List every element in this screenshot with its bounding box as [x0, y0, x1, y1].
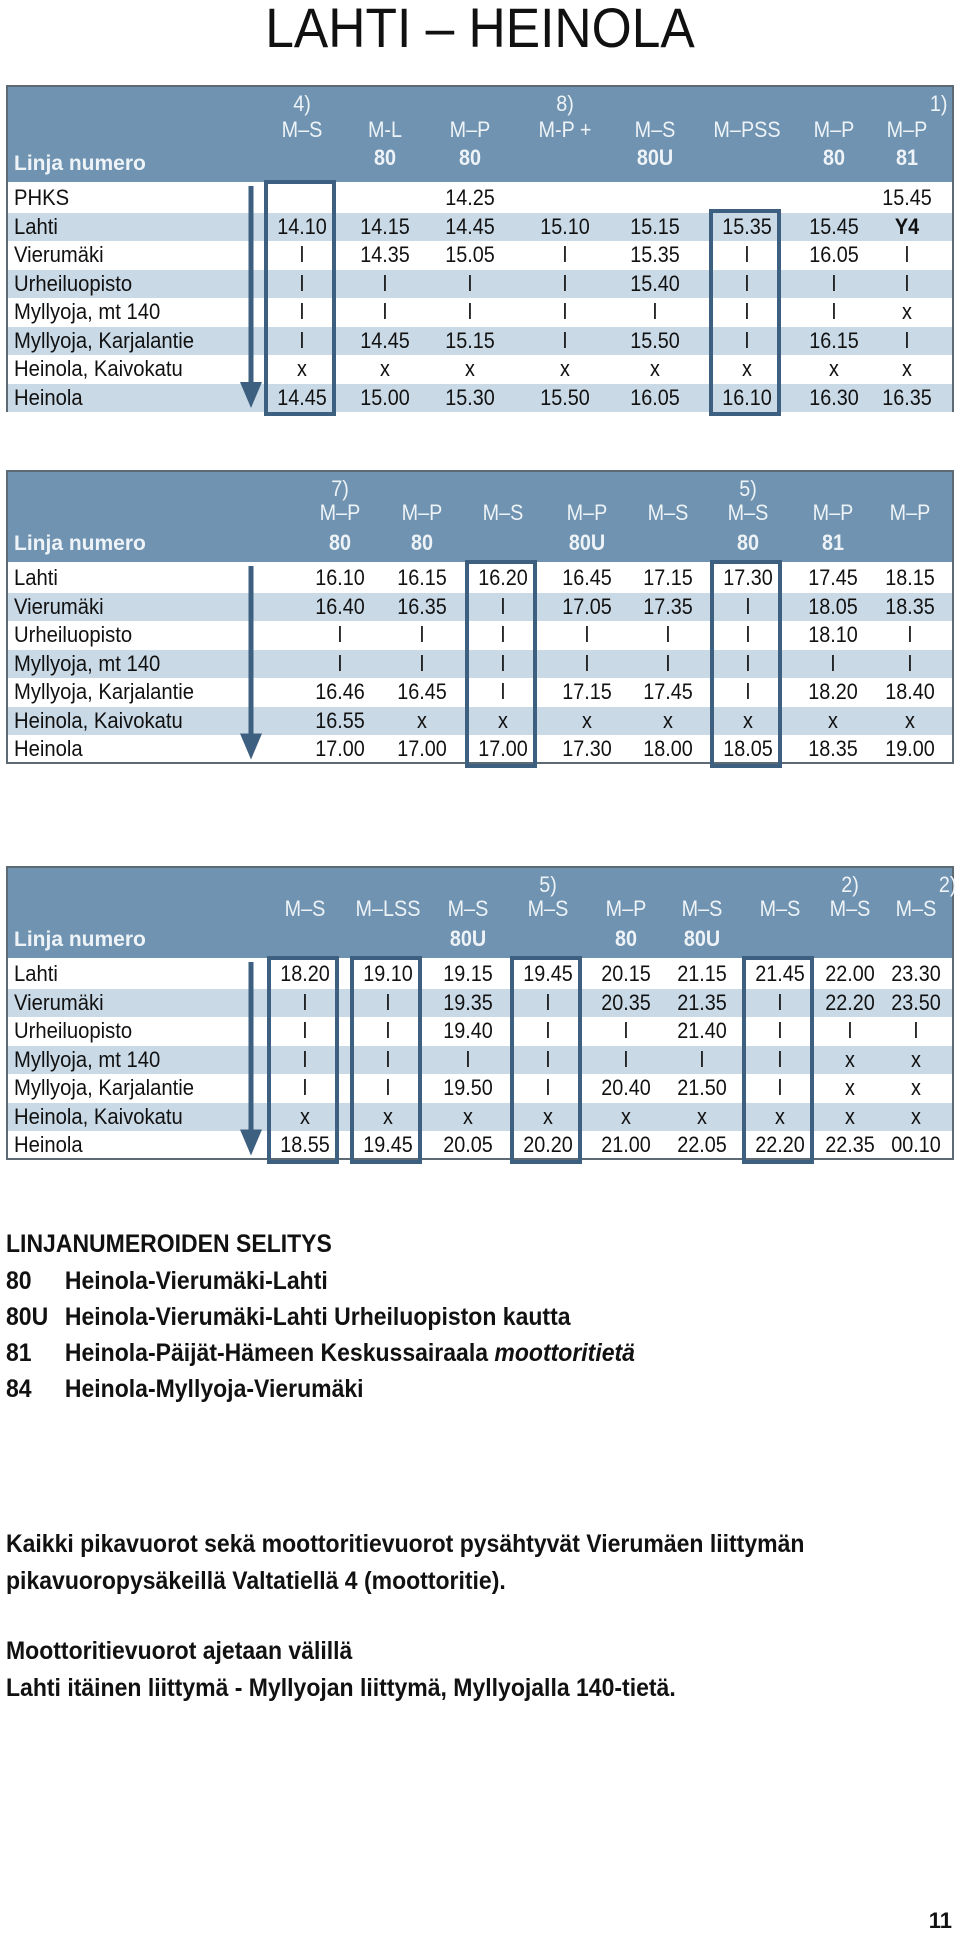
departure-time: l [500, 622, 506, 647]
departure-time: 15.15 [445, 327, 495, 353]
column-days: M–S [829, 896, 871, 921]
table-row [8, 707, 952, 735]
departure-time: l [913, 1018, 919, 1043]
departure-time: 14.10 [277, 213, 327, 239]
stop-name: Heinola [14, 384, 83, 410]
timetable-header [8, 472, 952, 562]
table-row [8, 1131, 952, 1159]
departure-time: x [465, 356, 475, 381]
departure-time: 14.45 [360, 327, 410, 353]
departure-time: l [744, 299, 750, 324]
departure-time: l [904, 242, 910, 267]
timetable-1 [6, 85, 954, 412]
column-days: M–P [566, 500, 608, 525]
note-line-3: Moottoritievuorot ajetaan välillä [6, 1637, 353, 1665]
legend-item [6, 1339, 635, 1368]
departure-time: 18.20 [808, 679, 858, 704]
stop-name: Myllyoja, mt 140 [14, 299, 161, 324]
column-days: M–PSS [713, 117, 781, 142]
table-row [8, 621, 952, 649]
note-line-4: Lahti itäinen liittymä - Myllyojan liittymä, Myllyojalla 140-tietä. [6, 1674, 676, 1702]
departure-time: 16.10 [315, 565, 365, 590]
legend-code: 84 [6, 1375, 32, 1403]
column-days: M–S [647, 500, 689, 525]
column-days: M–S [284, 896, 326, 921]
departure-time: x [845, 1103, 855, 1129]
departure-time: l [467, 270, 473, 296]
departure-time: 20.15 [601, 961, 651, 986]
departure-time: x [417, 707, 427, 733]
departure-time: x [911, 1103, 921, 1129]
table-row [8, 650, 952, 678]
departure-time: 15.35 [722, 213, 772, 239]
departure-time: l [831, 270, 837, 296]
stop-name: Lahti [14, 565, 58, 590]
column-days: M–S [634, 117, 676, 142]
departure-time: l [907, 650, 913, 676]
departure-time: l [623, 1018, 629, 1043]
column-line: 80 [328, 530, 352, 555]
departure-time: 14.35 [360, 242, 410, 267]
legend-text: Heinola-Vierumäki-Lahti [64, 1267, 328, 1295]
linja-numero-label: Linja numero [14, 928, 146, 951]
stop-name: Myllyoja, mt 140 [14, 1046, 161, 1072]
linja-numero-label: Linja numero [14, 152, 146, 175]
column-days: M–P [812, 500, 854, 525]
departure-time: 21.15 [677, 961, 727, 986]
departure-time: x [621, 1103, 631, 1129]
departure-time: 18.05 [808, 593, 858, 619]
departure-time: 16.35 [882, 384, 932, 410]
departure-time: 16.46 [315, 679, 365, 704]
departure-time: 15.50 [630, 327, 680, 353]
column-note: 7) [331, 476, 349, 501]
departure-time: l [299, 242, 305, 267]
departure-time: 21.45 [755, 961, 805, 986]
column-days: M–S [527, 896, 569, 921]
table-row [8, 960, 952, 988]
departure-time: 18.55 [280, 1132, 330, 1157]
table-row [8, 678, 952, 706]
departure-time: l [904, 270, 910, 296]
stop-name: Heinola [14, 1132, 83, 1157]
stop-name: Vierumäki [14, 242, 104, 267]
column-days: M–LSS [355, 896, 421, 921]
departure-time: x [560, 356, 570, 381]
departure-time: x [902, 356, 912, 381]
departure-time: x [743, 707, 753, 733]
departure-time: 18.15 [885, 565, 935, 590]
departure-time: 16.30 [809, 384, 859, 410]
departure-time: l [652, 299, 658, 324]
departure-time: x [463, 1103, 473, 1129]
column-note: 1) [929, 91, 948, 116]
table-row [8, 384, 952, 412]
departure-time: 20.40 [601, 1075, 651, 1100]
departure-time: x [911, 1046, 921, 1072]
legend-emphasis: moottoritietä [494, 1339, 635, 1367]
departure-time: x [650, 356, 660, 381]
legend-heading: LINJANUMEROIDEN SELITYS [6, 1230, 332, 1258]
departure-time: l [777, 1046, 783, 1072]
column-note: 5) [539, 872, 557, 897]
column-days: M–S [681, 896, 723, 921]
departure-time: 18.00 [643, 736, 693, 761]
departure-time: l [302, 1046, 308, 1072]
departure-time: l [745, 679, 751, 704]
departure-time: 17.45 [643, 679, 693, 704]
column-note: 4) [293, 91, 311, 116]
table-row [8, 327, 952, 355]
departure-time: x [697, 1103, 707, 1129]
table-row [8, 213, 952, 241]
departure-time: 16.20 [478, 565, 528, 590]
departure-time: 20.20 [523, 1132, 573, 1157]
timetable-header [8, 87, 952, 182]
departure-time: 16.45 [562, 565, 612, 590]
column-line: 80U [449, 926, 487, 951]
departure-time: x [911, 1075, 921, 1100]
departure-time: x [383, 1103, 393, 1129]
column-days: M–P [813, 117, 855, 142]
departure-time: 23.30 [891, 961, 941, 986]
column-days: M–P [886, 117, 928, 142]
departure-time: x [829, 356, 839, 381]
stop-name: Lahti [14, 961, 58, 986]
departure-time: 19.15 [443, 961, 493, 986]
table-row [8, 1017, 952, 1045]
departure-time: l [302, 989, 308, 1015]
departure-time: 16.45 [397, 679, 447, 704]
table-row [8, 735, 952, 763]
column-days: M–S [482, 500, 524, 525]
departure-time: l [562, 327, 568, 353]
departure-time: x [498, 707, 508, 733]
stop-name: Urheiluopisto [14, 1018, 133, 1043]
legend-code: 80U [6, 1303, 49, 1331]
departure-time: 15.50 [540, 384, 590, 410]
departure-time: 17.05 [562, 593, 612, 619]
table-row [8, 1103, 952, 1131]
table-row [8, 184, 952, 212]
column-days: M–S [447, 896, 489, 921]
departure-time: l [545, 1075, 551, 1100]
departure-time: 16.15 [397, 565, 447, 590]
departure-time: l [744, 242, 750, 267]
departure-time: l [623, 1046, 629, 1072]
column-line: 80 [822, 145, 846, 170]
legend-text: Heinola-Päijät-Hämeen Keskussairaala [64, 1339, 495, 1367]
column-line: 81 [895, 145, 919, 170]
departure-time: l [831, 299, 837, 324]
departure-time: l [777, 989, 783, 1015]
departure-time: l [665, 650, 671, 676]
column-line: 80 [373, 145, 397, 170]
departure-time: l [777, 1018, 783, 1043]
stop-name: Lahti [14, 213, 58, 239]
departure-time: 14.45 [445, 213, 495, 239]
legend-item [6, 1303, 571, 1332]
stop-name: Urheiluopisto [14, 622, 133, 647]
legend-text: Heinola-Vierumäki-Lahti Urheiluopiston kautta [64, 1303, 571, 1331]
departure-time: l [562, 270, 568, 296]
stop-name: Vierumäki [14, 989, 104, 1015]
departure-time: 15.35 [630, 242, 680, 267]
note-line-1: Kaikki pikavuorot sekä moottoritievuorot pysähtyvät Vierumäen liittymän [6, 1530, 805, 1558]
stop-name: Vierumäki [14, 593, 104, 619]
departure-time: l [745, 622, 751, 647]
table-row [8, 1046, 952, 1074]
column-days: M–P [449, 117, 491, 142]
departure-time: 15.40 [630, 270, 680, 296]
departure-time: l [500, 593, 506, 619]
legend-code: 81 [6, 1339, 32, 1367]
departure-time: l [907, 622, 913, 647]
departure-time: x [543, 1103, 553, 1129]
departure-time: 15.30 [445, 384, 495, 410]
column-days: M–S [727, 500, 769, 525]
column-line: 80 [614, 926, 638, 951]
departure-time: Y4 [894, 213, 920, 239]
departure-time: x [300, 1103, 310, 1129]
departure-time: l [584, 622, 590, 647]
stop-name: Urheiluopisto [14, 270, 133, 296]
departure-time: l [419, 650, 425, 676]
column-note: 5) [739, 476, 757, 501]
departure-time: l [467, 299, 473, 324]
departure-time: l [465, 1046, 471, 1072]
timetable-2 [6, 470, 954, 764]
column-days: M–P [401, 500, 443, 525]
departure-time: l [385, 1075, 391, 1100]
column-days: M-L [367, 117, 403, 142]
column-line: 80U [636, 145, 674, 170]
departure-time: 16.35 [397, 593, 447, 619]
departure-time: x [828, 707, 838, 733]
column-days: M–P [889, 500, 931, 525]
linja-numero-label: Linja numero [14, 532, 146, 555]
departure-time: 18.10 [808, 622, 858, 647]
departure-time: l [545, 989, 551, 1015]
stop-name: PHKS [14, 185, 70, 210]
departure-time: l [745, 593, 751, 619]
departure-time: l [299, 270, 305, 296]
legend-item [6, 1267, 328, 1296]
departure-time: 15.05 [445, 242, 495, 267]
departure-time: 18.35 [808, 736, 858, 761]
column-line: 81 [821, 530, 845, 555]
departure-time: l [545, 1018, 551, 1043]
departure-time: 22.20 [755, 1132, 805, 1157]
departure-time: x [905, 707, 915, 733]
departure-time: 14.25 [445, 185, 495, 210]
note-line-2: pikavuoropysäkeillä Valtatiellä 4 (moottoritie). [6, 1567, 506, 1595]
departure-time: 17.00 [478, 736, 528, 761]
departure-time: l [847, 1018, 853, 1043]
column-line: 80 [736, 530, 760, 555]
timetable-header [8, 868, 957, 958]
departure-time: 16.55 [315, 707, 365, 733]
departure-time: l [385, 989, 391, 1015]
departure-time: 21.35 [677, 989, 727, 1015]
legend-item [6, 1375, 364, 1404]
departure-time: l [777, 1075, 783, 1100]
departure-time: 17.45 [808, 565, 858, 590]
departure-time: l [299, 299, 305, 324]
departure-time: 17.00 [315, 736, 365, 761]
stop-name: Myllyoja, Karjalantie [14, 679, 194, 704]
departure-time: l [385, 1046, 391, 1072]
departure-time: 15.10 [540, 213, 590, 239]
departure-time: 21.40 [677, 1018, 727, 1043]
departure-time: 18.20 [280, 961, 330, 986]
table-row [8, 1074, 952, 1102]
departure-time: 18.40 [885, 679, 935, 704]
table-row [8, 270, 952, 298]
departure-time: 16.15 [809, 327, 859, 353]
departure-time: 17.00 [397, 736, 447, 761]
column-note: 2) [841, 872, 859, 897]
departure-time: 18.35 [885, 593, 935, 619]
departure-time: 15.45 [882, 185, 932, 210]
departure-time: 23.50 [891, 989, 941, 1015]
departure-time: 19.50 [443, 1075, 493, 1100]
departure-time: 21.50 [677, 1075, 727, 1100]
page-title: LAHTI – HEINOLA [265, 0, 695, 59]
stop-name: Heinola, Kaivokatu [14, 707, 183, 733]
column-days: M–S [759, 896, 801, 921]
departure-time: 16.05 [809, 242, 859, 267]
table-row [8, 241, 952, 269]
column-line: 80U [568, 530, 606, 555]
departure-time: 19.35 [443, 989, 493, 1015]
departure-time: l [745, 650, 751, 676]
stop-name: Myllyoja, mt 140 [14, 650, 161, 676]
departure-time: l [385, 1018, 391, 1043]
departure-time: 19.45 [363, 1132, 413, 1157]
departure-time: l [584, 650, 590, 676]
departure-time: l [500, 679, 506, 704]
departure-time: l [562, 242, 568, 267]
legend-text: Heinola-Myllyoja-Vierumäki [64, 1375, 364, 1403]
column-days: M–P [319, 500, 361, 525]
table-row [8, 564, 952, 592]
departure-time: 20.05 [443, 1132, 493, 1157]
departure-time: x [663, 707, 673, 733]
departure-time: 17.15 [643, 565, 693, 590]
table-row [8, 298, 952, 326]
departure-time: 16.40 [315, 593, 365, 619]
departure-time: l [500, 650, 506, 676]
departure-time: 22.05 [677, 1132, 727, 1157]
departure-time: 15.15 [630, 213, 680, 239]
departure-time: 16.10 [722, 384, 772, 410]
departure-time: l [299, 327, 305, 353]
column-line: 80U [683, 926, 721, 951]
departure-time: 19.40 [443, 1018, 493, 1043]
legend-code: 80 [6, 1267, 32, 1295]
departure-time: 17.30 [723, 565, 773, 590]
table-row [8, 355, 952, 383]
departure-time: 22.00 [825, 961, 875, 986]
departure-time: l [744, 270, 750, 296]
departure-time: x [380, 356, 390, 381]
departure-time: 15.00 [360, 384, 410, 410]
table-row [8, 593, 952, 621]
departure-time: l [382, 299, 388, 324]
departure-time: 14.15 [360, 213, 410, 239]
departure-time: x [845, 1046, 855, 1072]
departure-time: 19.10 [363, 961, 413, 986]
departure-time: l [419, 622, 425, 647]
column-days: M-P + [538, 117, 592, 142]
departure-time: l [337, 622, 343, 647]
departure-time: l [699, 1046, 705, 1072]
departure-time: l [904, 327, 910, 353]
departure-time: 21.00 [601, 1132, 651, 1157]
departure-time: l [382, 270, 388, 296]
departure-time: 19.00 [885, 736, 935, 761]
column-days: M–P [605, 896, 647, 921]
stop-name: Myllyoja, Karjalantie [14, 327, 194, 353]
table-row [8, 989, 952, 1017]
column-line: 80 [410, 530, 434, 555]
departure-time: 00.10 [891, 1132, 941, 1157]
departure-time: l [337, 650, 343, 676]
departure-time: 19.45 [523, 961, 573, 986]
departure-time: 22.20 [825, 989, 875, 1015]
departure-time: 17.35 [643, 593, 693, 619]
page-number: 11 [928, 1908, 952, 1933]
departure-time: 20.35 [601, 989, 651, 1015]
departure-time: x [742, 356, 752, 381]
departure-time: l [665, 622, 671, 647]
departure-time: x [845, 1075, 855, 1100]
departure-time: l [830, 650, 836, 676]
stop-name: Heinola, Kaivokatu [14, 356, 183, 381]
stop-name: Heinola [14, 736, 83, 761]
column-days: M–S [281, 117, 323, 142]
stop-name: Myllyoja, Karjalantie [14, 1075, 194, 1100]
departure-time: l [744, 327, 750, 353]
column-note: 8) [556, 91, 574, 116]
departure-time: 17.30 [562, 736, 612, 761]
departure-time: x [775, 1103, 785, 1129]
departure-time: 16.05 [630, 384, 680, 410]
departure-time: x [902, 299, 912, 324]
departure-time: x [582, 707, 592, 733]
departure-time: 17.15 [562, 679, 612, 704]
departure-time: 15.45 [809, 213, 859, 239]
timetable-3 [6, 866, 957, 1160]
departure-time: 14.45 [277, 384, 327, 410]
departure-time: 18.05 [723, 736, 773, 761]
departure-time: l [302, 1075, 308, 1100]
column-line: 80 [458, 145, 482, 170]
departure-time: l [302, 1018, 308, 1043]
departure-time: x [297, 356, 307, 381]
departure-time: l [545, 1046, 551, 1072]
column-note: 2) [938, 872, 957, 897]
departure-time: l [562, 299, 568, 324]
departure-time: 22.35 [825, 1132, 875, 1157]
stop-name: Heinola, Kaivokatu [14, 1103, 183, 1129]
column-days: M–S [895, 896, 937, 921]
